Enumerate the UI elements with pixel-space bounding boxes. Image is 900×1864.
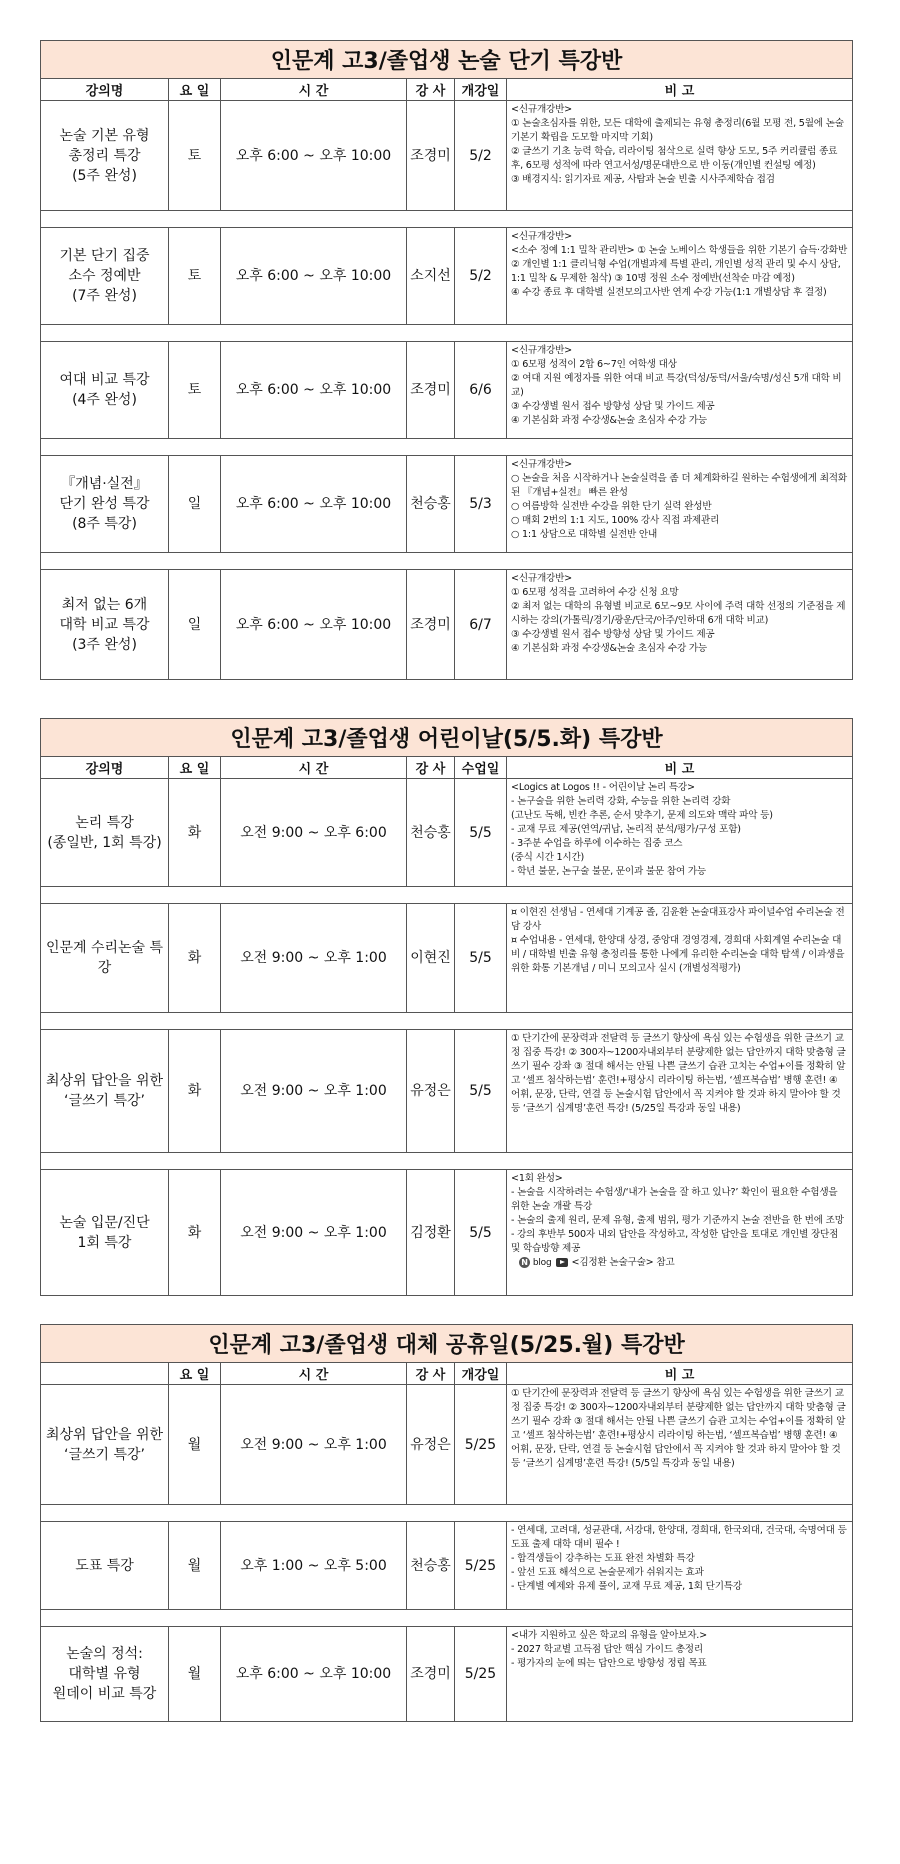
course-time: 오후 1:00 ~ 오후 5:00 xyxy=(221,1522,407,1610)
column-header: 개강일 xyxy=(455,79,507,101)
course-day: 월 xyxy=(169,1522,221,1610)
course-name: 논리 특강 (종일반, 1회 특강) xyxy=(41,779,169,887)
course-note-text: ① 단기간에 문장력과 전달력 등 글쓰기 향상에 욕심 있는 수험생을 위한 글쓰기 교정 집중 특강! ② 300자~1200자내외부터 분량제한 없는 답안까지 대학 맞춤형 글쓰기 필수 강좌 ③ 절대 해서는 안될 나쁜 글쓰기 습관 고치는 수업+이를 정확히 알고 ‘셀프 첨삭하는법’ 훈련!+평상시 리라이팅 하는법, ‘셀프복습법’ 병행 훈련! ④ 어휘, 문장, 단락, 연결 등 논술시험 답안에서 꼭 지켜야 할 것과 하지 말아야 할 것 등 ‘글쓰기 십계명’훈련 특강! (5/25일 특강과 동일 내용) xyxy=(511,1033,846,1114)
course-day: 일 xyxy=(169,456,221,553)
youtube-icon xyxy=(556,1258,568,1267)
table-row xyxy=(41,904,853,1013)
table-row xyxy=(41,1030,853,1153)
course-day: 화 xyxy=(169,779,221,887)
course-teacher: 유정은 xyxy=(407,1030,455,1153)
row-spacer xyxy=(41,325,853,342)
course-note xyxy=(507,1030,853,1153)
course-note xyxy=(507,1385,853,1505)
schedule-table xyxy=(40,1324,853,1722)
course-name: 인문계 수리논술 특강 xyxy=(41,904,169,1013)
reference-text: <김정환 논술구술> 참고 xyxy=(571,1257,675,1268)
course-teacher: 소지선 xyxy=(407,228,455,325)
blog-reference xyxy=(511,1256,848,1270)
section-title: 인문계 고3/졸업생 논술 단기 특강반 xyxy=(41,41,853,79)
table-row xyxy=(41,101,853,211)
course-note-text: ¤ 이현진 선생님 - 연세대 기계공 졸, 김윤환 논술대표강사 파이널수업 수리논술 전담 강사 ¤ 수업내용 - 연세대, 한양대 상경, 중앙대 경영경제, 경희대 사회계열 수리논술 대비 / 대학별 빈출 유형 총정리를 통한 나에게 유리한 수리논술 대학 탐색 / 이과생을 위한 화통 기본개념 / 미니 모의고사 실시 (개별성적평가) xyxy=(511,907,845,974)
schedule-table xyxy=(40,718,853,1296)
course-start-date: 5/5 xyxy=(455,779,507,887)
section-essay-short-course xyxy=(40,40,852,680)
column-header: 시 간 xyxy=(221,757,407,779)
course-note-text: - 연세대, 고려대, 성균관대, 서강대, 한양대, 경희대, 한국외대, 건국대, 숙명여대 등 도표 출제 대학 대비 필수 ! - 합격생들이 강추하는 도표 완전 차별화 특강 - 앞선 도표 해석으로 논술문제가 쉬워지는 효과 - 단계별 예제와 유제 풀이, 교재 무료 제공, 1회 단기특강 xyxy=(511,1525,847,1592)
column-header: 요 일 xyxy=(169,1363,221,1385)
row-spacer xyxy=(41,1013,853,1030)
course-start-date: 5/2 xyxy=(455,228,507,325)
course-teacher: 조경미 xyxy=(407,570,455,680)
course-time: 오전 9:00 ~ 오후 6:00 xyxy=(221,779,407,887)
course-time: 오후 6:00 ~ 오후 10:00 xyxy=(221,228,407,325)
course-teacher: 조경미 xyxy=(407,342,455,439)
course-note xyxy=(507,904,853,1013)
section-title: 인문계 고3/졸업생 어린이날(5/5.화) 특강반 xyxy=(41,719,853,757)
course-name: 최상위 답안을 위한 ‘글쓰기 특강’ xyxy=(41,1385,169,1505)
course-time: 오후 6:00 ~ 오후 10:00 xyxy=(221,101,407,211)
course-teacher: 조경미 xyxy=(407,101,455,211)
naver-blog-icon: N xyxy=(519,1257,530,1268)
course-day: 일 xyxy=(169,570,221,680)
column-header: 수업일 xyxy=(455,757,507,779)
course-note xyxy=(507,1170,853,1296)
course-time: 오전 9:00 ~ 오후 1:00 xyxy=(221,1170,407,1296)
column-header: 요 일 xyxy=(169,79,221,101)
course-teacher: 천승홍 xyxy=(407,456,455,553)
course-day: 월 xyxy=(169,1627,221,1722)
course-note-text: <내가 지원하고 싶은 학교의 유형을 알아보자.> - 2027 학교별 고득점 답안 핵심 가이드 총정리 - 평가자의 눈에 띄는 답안으로 방향성 정립 목표 xyxy=(511,1630,707,1669)
course-teacher: 유정은 xyxy=(407,1385,455,1505)
course-note-text: <신규개강반> ① 논술초심자를 위한, 모든 대학에 출제되는 유형 총정리(6월 모평 전, 5월에 논술 기본기 확립을 도모할 마지막 기회) ② 글쓰기 기초 능력 학습, 리라이팅 첨삭으로 실력 향상 도모, 5주 커리큘럼 종료 후, 6모평 성적에 따라 연고서성/명문대반으로 반 이동(개인별 컨설팅 예정) ③ 배경지식: 읽기자료 제공, 사탐과 논술 빈출 시사주제학습 접검 xyxy=(511,104,844,185)
column-header: 비 고 xyxy=(507,79,853,101)
column-header: 시 간 xyxy=(221,79,407,101)
course-start-date: 5/5 xyxy=(455,1030,507,1153)
table-row xyxy=(41,456,853,553)
course-teacher: 천승홍 xyxy=(407,779,455,887)
course-time: 오후 6:00 ~ 오후 10:00 xyxy=(221,456,407,553)
course-day: 토 xyxy=(169,101,221,211)
course-note-text: ① 단기간에 문장력과 전달력 등 글쓰기 향상에 욕심 있는 수험생을 위한 글쓰기 교정 집중 특강! ② 300자~1200자내외부터 분량제한 없는 답안까지 대학 맞춤형 글쓰기 필수 강좌 ③ 절대 해서는 안될 나쁜 글쓰기 습관 고치는 수업+이를 정확히 알고 ‘셀프 첨삭하는법’ 훈련!+평상시 리라이팅 하는법, ‘셀프복습법’ 병행 훈련! ④ 어휘, 문장, 단락, 연결 등 논술시험 답안에서 꼭 지켜야 할 것과 하지 말아야 할 것 등 ‘글쓰기 십계명’훈련 특강! (5/5일 특강과 동일 내용) xyxy=(511,1388,846,1469)
section-substitute-holiday-course xyxy=(40,1324,852,1722)
course-day: 토 xyxy=(169,228,221,325)
row-spacer xyxy=(41,1610,853,1627)
table-row xyxy=(41,570,853,680)
course-day: 화 xyxy=(169,1170,221,1296)
column-header: 비 고 xyxy=(507,757,853,779)
course-start-date: 5/25 xyxy=(455,1627,507,1722)
course-note xyxy=(507,570,853,680)
course-note xyxy=(507,779,853,887)
course-time: 오전 9:00 ~ 오후 1:00 xyxy=(221,1385,407,1505)
course-start-date: 5/2 xyxy=(455,101,507,211)
course-day: 토 xyxy=(169,342,221,439)
course-note xyxy=(507,456,853,553)
course-note-text: <신규개강반> ① 6모평 성적을 고려하여 수강 신청 요망 ② 최저 없는 대학의 유형별 비교로 6모~9모 사이에 주력 대학 선정의 기준점을 제시하는 강의(가톨릭/경기/광운/단국/아주/인하대 6개 대학 비교) ③ 수강생별 원서 접수 방향성 상담 및 가이드 제공 ④ 기본심화 과정 수강생&논술 초심자 수강 가능 xyxy=(511,573,846,654)
table-row xyxy=(41,228,853,325)
course-teacher: 김정환 xyxy=(407,1170,455,1296)
blog-label: blog xyxy=(532,1258,552,1268)
course-start-date: 5/25 xyxy=(455,1522,507,1610)
course-name: 여대 비교 특강 (4주 완성) xyxy=(41,342,169,439)
course-time: 오전 9:00 ~ 오후 1:00 xyxy=(221,1030,407,1153)
course-name: 논술 입문/진단 1회 특강 xyxy=(41,1170,169,1296)
course-start-date: 5/25 xyxy=(455,1385,507,1505)
column-header: 강 사 xyxy=(407,757,455,779)
row-spacer xyxy=(41,1153,853,1170)
column-header: 강의명 xyxy=(41,79,169,101)
course-teacher: 조경미 xyxy=(407,1627,455,1722)
course-note xyxy=(507,101,853,211)
course-time: 오전 9:00 ~ 오후 1:00 xyxy=(221,904,407,1013)
course-note-text: <신규개강반> <소수 정예 1:1 밀착 관리반> ① 논술 노베이스 학생들을 위한 기본기 습득·강화반 ② 개인별 1:1 클리닉형 수업(개별과제 특별 관리, 개인별 성적 관리 및 수시 상담, 1:1 밀착 & 무제한 첨삭) ③ 10명 정원 소수 정예반(선착순 마감 예정) ④ 수강 종료 후 대학별 실전모의고사반 연계 수강 가능(1:1 개별상담 후 결정) xyxy=(511,231,848,298)
table-row xyxy=(41,1170,853,1296)
course-name: 논술 기본 유형 총정리 특강 (5주 완성) xyxy=(41,101,169,211)
course-note-text: <신규개강반> ○ 논술을 처음 시작하거나 논술실력을 좀 더 체계화하길 원하는 수험생에게 최적화된 『개념+실전』 빠른 완성 ○ 여름방학 실전반 수강을 위한 단기 실력 완성반 ○ 매회 2번의 1:1 지도, 100% 강사 직접 과제관리 ○ 1:1 상담으로 대학별 실전반 안내 xyxy=(511,459,847,540)
table-row xyxy=(41,1522,853,1610)
column-header: 요 일 xyxy=(169,757,221,779)
course-time: 오후 6:00 ~ 오후 10:00 xyxy=(221,342,407,439)
row-spacer xyxy=(41,553,853,570)
section-title: 인문계 고3/졸업생 대체 공휴일(5/25.월) 특강반 xyxy=(41,1325,853,1363)
course-start-date: 5/5 xyxy=(455,904,507,1013)
course-start-date: 5/3 xyxy=(455,456,507,553)
column-header: 개강일 xyxy=(455,1363,507,1385)
row-spacer xyxy=(41,211,853,228)
course-note xyxy=(507,1522,853,1610)
course-day: 화 xyxy=(169,904,221,1013)
course-note xyxy=(507,228,853,325)
column-header: 강 사 xyxy=(407,1363,455,1385)
course-day: 화 xyxy=(169,1030,221,1153)
schedule-table xyxy=(40,40,853,680)
course-name: 최상위 답안을 위한 ‘글쓰기 특강’ xyxy=(41,1030,169,1153)
course-day: 월 xyxy=(169,1385,221,1505)
course-name: 논술의 정석: 대학별 유형 원데이 비교 특강 xyxy=(41,1627,169,1722)
row-spacer xyxy=(41,887,853,904)
course-name: 기본 단기 집중 소수 정예반 (7주 완성) xyxy=(41,228,169,325)
course-note-text: <Logics at Logos !! - 어린이날 논리 특강> - 논구술을 위한 논리력 강화, 수능을 위한 논리력 강화 (고난도 독해, 빈칸 추론, 순서 맞추기, 문제 의도와 맥락 파악 등) - 교재 무료 제공(연역/귀납, 논리적 분석/평가/구성 포함) - 3주분 수업을 하루에 이수하는 집중 코스 (중식 시간 1시간) - 학년 불문, 논구술 불문, 문이과 불문 참여 가능 xyxy=(511,782,773,877)
course-note-text: <신규개강반> ① 6모평 성적이 2합 6~7인 여학생 대상 ② 여대 지원 예정자를 위한 여대 비교 특강(덕성/동덕/서울/숙명/성신 5개 대학 비교) ③ 수강생별 원서 접수 방향성 상담 및 가이드 제공 ④ 기본심화 과정 수강생&논술 초심자 수강 가능 xyxy=(511,345,842,426)
column-header: 강 사 xyxy=(407,79,455,101)
course-note xyxy=(507,342,853,439)
course-teacher: 이현진 xyxy=(407,904,455,1013)
table-row xyxy=(41,1627,853,1722)
row-spacer xyxy=(41,439,853,456)
course-start-date: 6/6 xyxy=(455,342,507,439)
course-note xyxy=(507,1627,853,1722)
section-childrens-day-course xyxy=(40,718,852,1296)
course-start-date: 6/7 xyxy=(455,570,507,680)
column-header: 비 고 xyxy=(507,1363,853,1385)
table-row xyxy=(41,779,853,887)
table-row xyxy=(41,342,853,439)
course-time: 오후 6:00 ~ 오후 10:00 xyxy=(221,570,407,680)
course-start-date: 5/5 xyxy=(455,1170,507,1296)
column-header: 강의명 xyxy=(41,757,169,779)
course-teacher: 천승홍 xyxy=(407,1522,455,1610)
course-note-text: <1회 완성> - 논술을 시작하려는 수험생/‘내가 논술을 잘 하고 있나?’ 확인이 필요한 수험생을 위한 논술 개괄 특강 - 논술의 출제 원리, 문제 유형, 출제 범위, 평가 기준까지 논술 전반을 한 번에 조망 - 강의 후반부 500자 내외 답안을 작성하고, 작성한 답안을 토대로 개인별 장단점 및 학습방향 제공 xyxy=(511,1173,844,1254)
course-time: 오후 6:00 ~ 오후 10:00 xyxy=(221,1627,407,1722)
column-header xyxy=(41,1363,169,1385)
column-header: 시 간 xyxy=(221,1363,407,1385)
course-name: 『개념·실전』 단기 완성 특강 (8주 특강) xyxy=(41,456,169,553)
table-row xyxy=(41,1385,853,1505)
row-spacer xyxy=(41,1505,853,1522)
course-name: 도표 특강 xyxy=(41,1522,169,1610)
course-name: 최저 없는 6개 대학 비교 특강 (3주 완성) xyxy=(41,570,169,680)
